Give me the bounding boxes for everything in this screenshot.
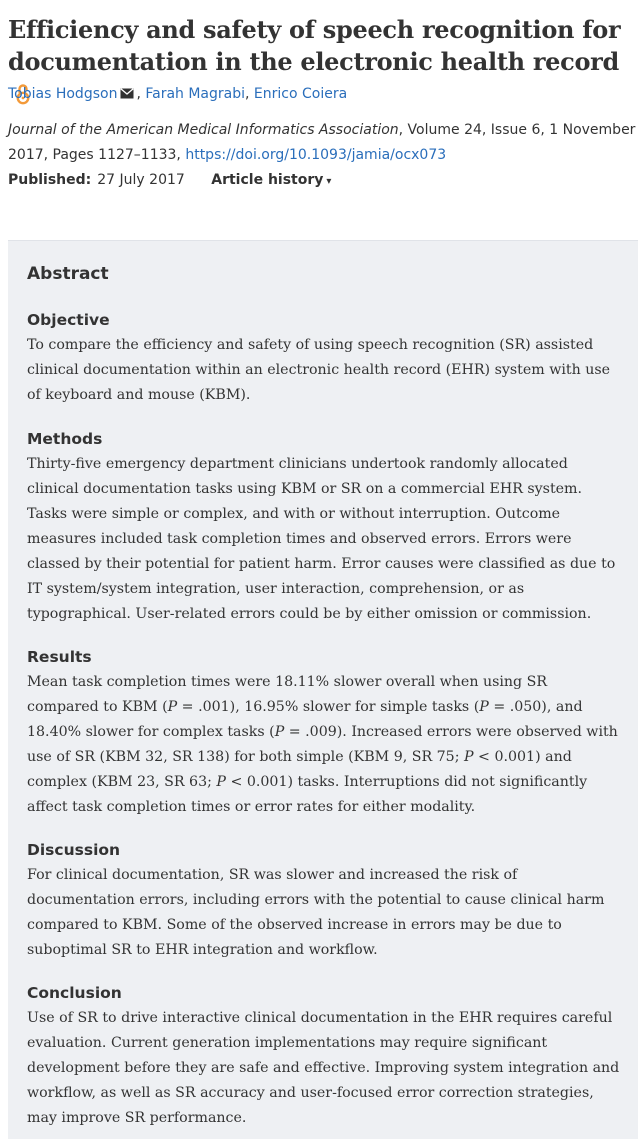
abstract-section-conclusion [27, 982, 623, 1131]
citation [8, 118, 636, 168]
published-date: 27 July 2017 [97, 172, 185, 188]
article-title-text: Efficiency and safety of speech recognition for documentation in the electronic health record [8, 15, 621, 76]
published-label: Published: [8, 172, 92, 188]
abstract-heading: Abstract [27, 264, 109, 284]
section-text: Use of SR to drive interactive clinical documentation in the EHR requires careful evaluation. Current generation implementations may require significant development before they are safe and effective. Improving system integration and workflow, as well as SR accuracy and user-focused error correction strategies, may improve SR performance. [27, 1010, 620, 1126]
section-heading: Discussion [27, 841, 121, 859]
section-text: Thirty-five emergency department clinicians undertook randomly allocated clinical documentation tasks using KBM or SR on a commercial EHR system. Tasks were simple or complex, and with or without interruption. Outcome measures included task completion times and observed errors. Errors were classed by their potential for patient harm. Error causes were classified as due to IT system/system integration, user interaction, comprehension, or as typographical. User-related errors could be by either omission or commission. [27, 456, 616, 622]
p-value-symbol: P [167, 699, 178, 715]
p-value-symbol: P [216, 774, 226, 790]
section-heading: Results [27, 648, 92, 666]
text-run: < 0.001) and complex (KBM 23, SR 63; [27, 749, 572, 790]
text-run: < 0.001) tasks. Interruptions did not significantly affect task completion times or error rates for either modality. [27, 774, 588, 815]
abstract-section-objective [27, 309, 623, 408]
author-list [8, 84, 347, 105]
text-run: = .001), 16.95% slower for simple tasks ( [177, 699, 480, 715]
article-history-label: Article history [211, 172, 324, 188]
section-heading: Methods [27, 430, 103, 448]
p-value-symbol: P [274, 724, 285, 740]
abstract-section-discussion [27, 839, 623, 963]
chevron-down-icon: ▾ [326, 176, 332, 187]
author-separator: , [136, 86, 141, 102]
section-text [27, 670, 623, 820]
text-run: = .050), and 18.40% slower for complex tasks ( [27, 699, 583, 740]
section-text: To compare the efficiency and safety of using speech recognition (SR) assisted clinical documentation within an electronic health record (EHR) system with use of keyboard and mouse (KBM). [27, 337, 611, 403]
citation-details: , Volume 24, Issue 6, 1 November 2017, Pages 1127–1133, [8, 122, 636, 163]
p-value-symbol: P [464, 749, 474, 765]
p-value-symbol: P [479, 699, 489, 715]
section-heading: Objective [27, 311, 110, 329]
journal-name: Journal of the American Medical Informatics Association [8, 122, 399, 138]
author-link-tobias-hodgson[interactable]: Tobias Hodgson [8, 86, 118, 102]
text-run: = .009). Increased errors were observed with use of SR (KBM 32, SR 138) for both simple (KBM 9, SR 75; [27, 724, 618, 765]
article-history-toggle[interactable] [211, 172, 331, 188]
text-run: Mean task completion times were 18.11% slower overall when using SR compared to KBM ( [27, 674, 548, 715]
abstract-section-methods [27, 428, 623, 627]
envelope-icon[interactable] [120, 85, 134, 105]
doi-link[interactable]: https://doi.org/10.1093/jamia/ocx073 [185, 147, 447, 163]
section-heading: Conclusion [27, 984, 122, 1002]
abstract-section-results [27, 646, 623, 820]
author-link-enrico-coiera[interactable]: Enrico Coiera [253, 86, 348, 102]
section-text: For clinical documentation, SR was slower and increased the risk of documentation errors, including errors with the potential to cause clinical harm compared to KBM. Some of the observed increase in errors may be due to suboptimal SR to EHR integration and workflow. [27, 867, 605, 958]
publication-info [8, 169, 331, 193]
abstract-panel [8, 240, 638, 1139]
author-separator: , [245, 86, 250, 102]
author-link-farah-magrabi[interactable]: Farah Magrabi [145, 86, 246, 102]
